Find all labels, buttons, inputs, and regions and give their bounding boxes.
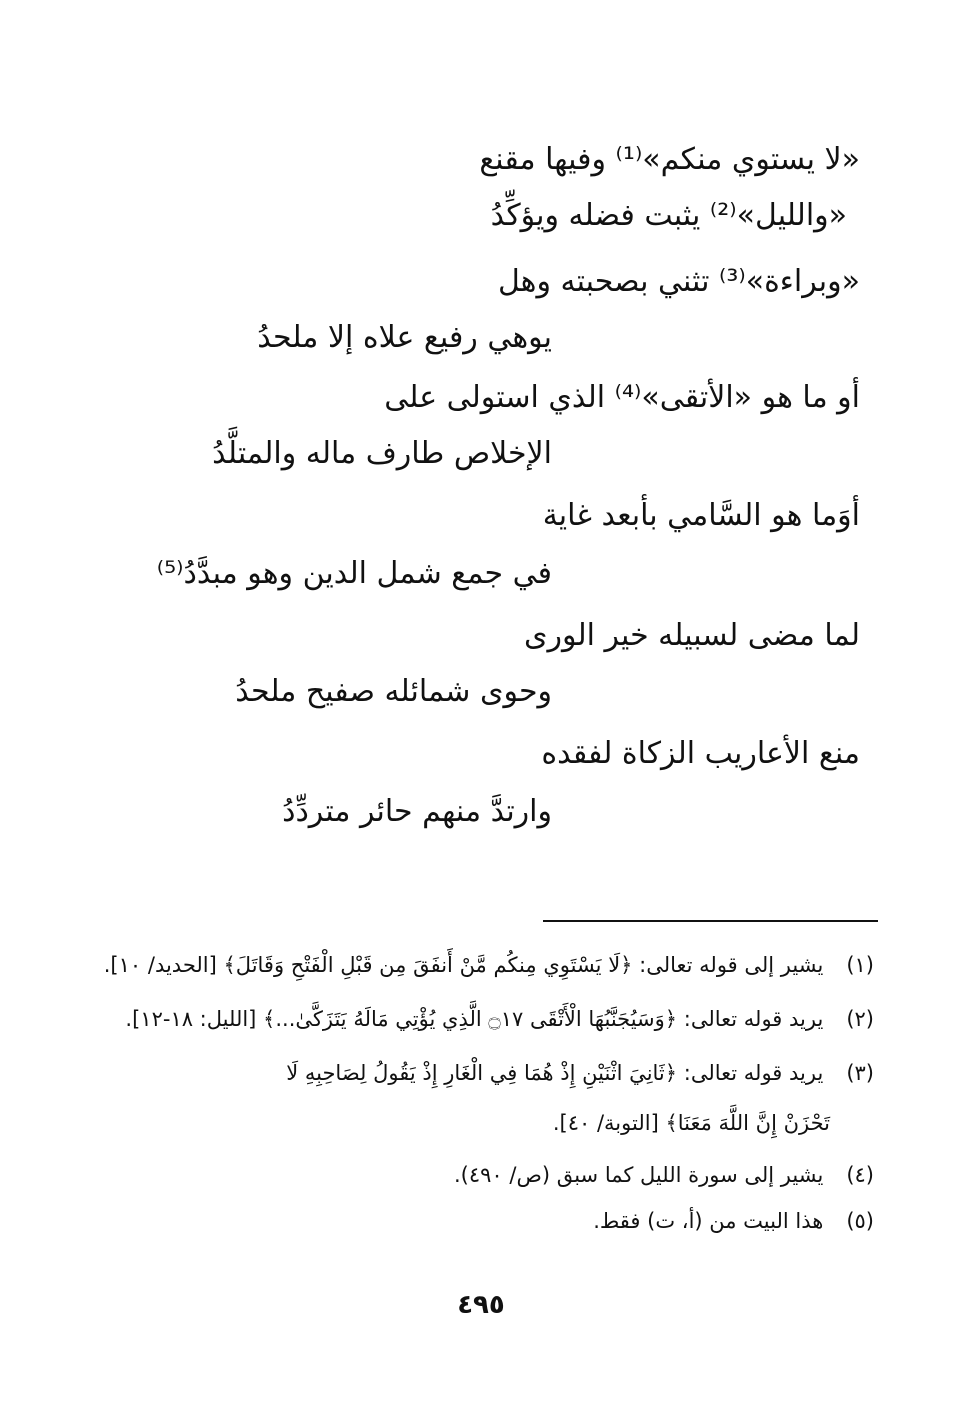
footnote-text: يريد قوله تعالى: ﴿وَسَيُجَنَّبُهَا الْأَتْقَى ۝١٧ الَّذِي يُؤْتِي مَالَهُ يَتَزَكَّىٰ...﴾ [الليل: ١٨-١٢]. — [125, 1007, 824, 1031]
verse-4-first-hemistich: أوَما هو السَّامي بأبعد غاية — [542, 498, 860, 533]
footnote-1 — [84, 950, 874, 980]
footnote-text: يشير إلى سورة الليل كما سبق (ص/ ٤٩٠). — [453, 1163, 824, 1187]
page-number: ٤٩٥ — [457, 1290, 505, 1320]
footnote-text: هذا البيت من (أ، ت) فقط. — [593, 1209, 824, 1233]
footnote-3-continuation: تَحْزَنْ إِنَّ اللَّهَ مَعَنَا﴾ [التوبة/ ٤٠]. — [552, 1111, 830, 1135]
footnote-text: يشير إلى قوله تعالى: ﴿لَا يَسْتَوِي مِنكُم مَّنْ أَنفَقَ مِن قَبْلِ الْفَتْحِ وَقَاتَلَ﴾ [الحديد/ ١٠]. — [103, 953, 824, 977]
footnote-number: (١) — [846, 953, 874, 977]
footnote-3 — [84, 1058, 874, 1088]
footnote-divider — [543, 920, 878, 922]
verse-5-second-hemistich: وحوى شمائله صفيح ملحدُ — [235, 674, 552, 709]
verse-1-first-hemistich: «لا يستوي منكم»⁽¹⁾ وفيها مقنع — [479, 142, 860, 177]
footnote-text: يريد قوله تعالى: ﴿ثَانِيَ اثْنَيْنِ إِذْ هُمَا فِي الْغَارِ إِذْ يَقُولُ لِصَاحِبِهِ لَا — [286, 1061, 824, 1085]
footnote-number: (٤) — [846, 1163, 874, 1187]
footnote-2 — [84, 1004, 874, 1034]
verse-2-second-hemistich: يوهي رفيع علاه إلا ملحدُ — [257, 320, 552, 355]
footnote-5 — [84, 1206, 874, 1236]
verse-3-first-hemistich: أو ما هو «الأتقى»⁽⁴⁾ الذي استولى على — [384, 380, 860, 415]
footnote-number: (٢) — [846, 1007, 874, 1031]
verse-4-second-hemistich: في جمع شمل الدين وهو مبدَّدُ⁽⁵⁾ — [156, 556, 552, 591]
verse-6-second-hemistich: وارتدَّ منهم حائر متردِّدُ — [282, 794, 552, 829]
verse-5-first-hemistich: لما مضى لسبيله خير الورى — [524, 618, 860, 653]
footnote-number: (٥) — [846, 1209, 874, 1233]
footnote-number: (٣) — [846, 1061, 874, 1085]
verse-3-second-hemistich: الإخلاص طارف ماله والمتلَّدُ — [212, 436, 552, 471]
verse-6-first-hemistich: منع الأعاريب الزكاة لفقده — [541, 736, 860, 771]
footnote-4 — [84, 1160, 874, 1190]
verse-1-second-hemistich: «والليل»⁽²⁾ يثبت فضله ويؤكِّدُ — [490, 198, 847, 233]
verse-2-first-hemistich: «وبراءة»⁽³⁾ تثني بصحبته وهل — [497, 264, 860, 299]
